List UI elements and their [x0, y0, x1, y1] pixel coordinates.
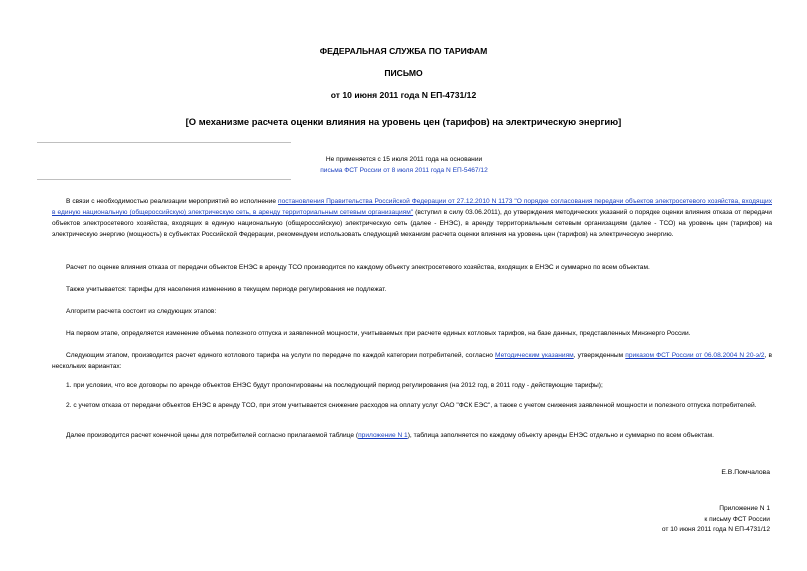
paragraph-7: 1. при условии, что все договоры по аренде объектов ЕНЭС будут пролонгированы на последующий период регулирования (на 2012 год, в 2011 году - действующие тарифы); [66, 382, 603, 389]
appendix-ref: к письму ФСТ России [704, 515, 770, 523]
signature: Е.В.Помчалова [721, 469, 770, 476]
paragraph-1-text-a: В связи с необходимостью реализации мероприятий во исполнение [66, 198, 278, 205]
doc-type-title: ПИСЬМО [384, 68, 423, 78]
paragraph-9-text-a: Далее производится расчет конечной цены для потребителей согласно прилагаемой таблице ( [66, 432, 359, 439]
appendix-block [570, 504, 770, 536]
paragraph-9-text-b: ), таблица заполняется по каждому объекту аренды ЕНЭС отдельно и суммарно по всем объектам. [407, 432, 714, 439]
paragraph-9 [52, 430, 772, 441]
status-note-text: Не применяется с 15 июля 2011 года на основании [325, 156, 483, 163]
paragraph-1-text-b: (вступил в силу 03.06.2011), до утверждения методических указаний о порядке оценки влияния отказа от передачи объектов электросетевого хозяйства, входящих в единую национальную (общероссийскую) электрическую сеть (далее - ЕНЭС), в аренду территориальным сетевым организациям (далее - ТСО) на уровень цен (тарифов) на электрическую энергию (мощность) в субъектах Российской Федерации, рекомендуем использовать следующий механизм расчета оценки влияния на уровень цен (тарифов) на электрическую энергию. [52, 209, 772, 238]
paragraph-5: На первом этапе, определяется изменение объема полезного отпуска и заявленной мощности, учитываемых при расчете единых котловых тарифов, на базе данных, представленных Минэнерго России. [66, 330, 691, 337]
top-divider [37, 142, 291, 143]
doc-subject: [О механизме расчета оценки влияния на уровень цен (тарифов) на электрическую энергию] [185, 116, 622, 127]
status-note-link[interactable]: письма ФСТ России от 8 июля 2011 года N ЕП-5467/12 [320, 167, 488, 174]
paragraph-4: Алгоритм расчета состоит из следующих этапов: [66, 308, 217, 315]
appendix-title: Приложение N 1 [719, 505, 770, 512]
appendix-1-link[interactable]: приложение N 1 [358, 432, 408, 439]
paragraph-3: Также учитывается: тарифы для населения изменению в текущем периоде регулирования не подлежат. [66, 286, 387, 293]
doc-date-number: от 10 июня 2011 года N ЕП-4731/12 [330, 90, 477, 100]
paragraph-6-text-c: , в нескольких вариантах: [52, 352, 773, 370]
appendix-date: от 10 июня 2011 года N ЕП-4731/12 [661, 526, 770, 533]
paragraph-6-text-b: , утвержденным [573, 352, 626, 359]
paragraph-1 [52, 196, 772, 240]
paragraph-2: Расчет по оценке влияния отказа от передачи объектов ЕНЭС в аренду ТСО производится по каждому объекту электросетевого хозяйства, входящих в ЕНЭС и суммарно по всем объектам. [66, 264, 650, 271]
paragraph-6-text-a: Следующим этапом, производится расчет единого котлового тарифа на услуги по передаче по каждой категории потребителей, согласно [66, 352, 496, 359]
status-note [290, 154, 518, 176]
fst-order-link[interactable]: приказом ФСТ России от 06.08.2004 N 20-э/2 [625, 352, 765, 359]
bottom-divider [37, 179, 291, 180]
agency-title: ФЕДЕРАЛЬНАЯ СЛУЖБА ПО ТАРИФАМ [319, 46, 488, 56]
paragraph-8: 2. с учетом отказа от передачи объектов ЕНЭС в аренду ТСО, при этом учитывается снижение расходов на оплату услуг ОАО "ФСК ЕЭС", а также с учетом снижения заявленной мощности и полезного отпуска потребителей. [66, 402, 757, 409]
paragraph-6 [52, 350, 772, 372]
method-guidelines-link[interactable]: Методическим указаниям [495, 352, 574, 359]
decree-1173-link[interactable]: постановления Правительства Российской Федерации от 27.12.2010 N 1173 "О порядке согласования передачи объектов электросетевого хозяйства, входящих в единую национальную (общероссийскую) электрическую сеть, в аренду территориальным сетевым организациям" [52, 198, 772, 216]
